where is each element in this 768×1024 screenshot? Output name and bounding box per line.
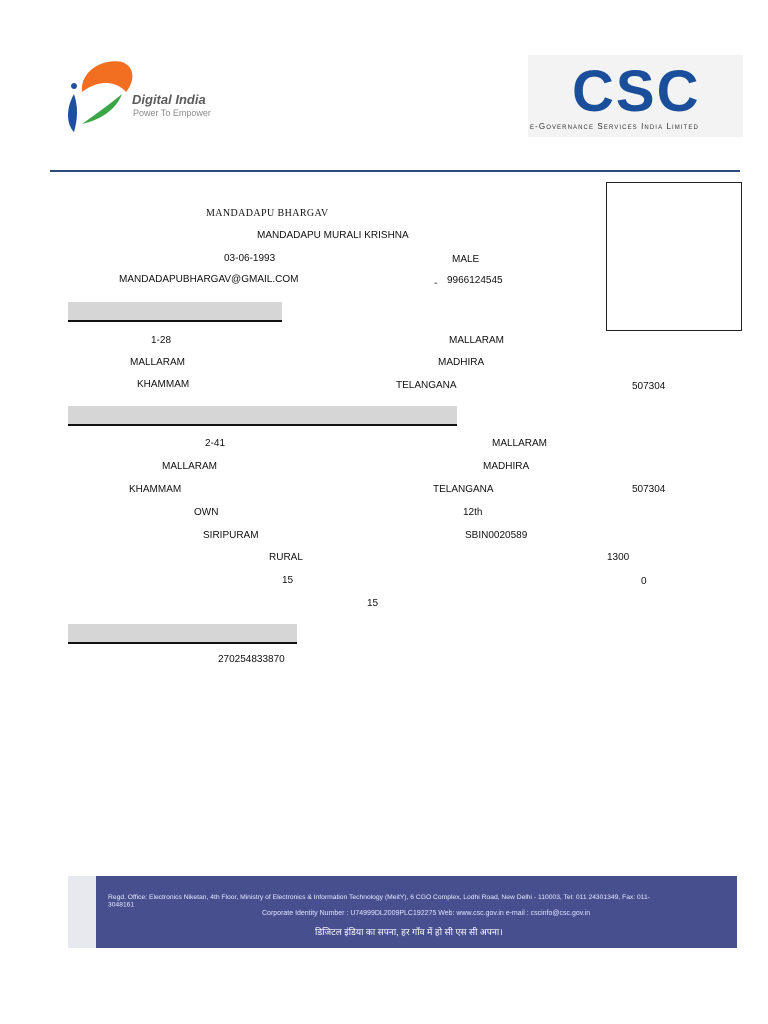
father-name: MANDADAPU MURALI KRISHNA bbox=[257, 230, 409, 241]
footer-hindi-slogan: डिजिटल इंडिया का सपना, हर गाँव में हो सी एस सी अपना। bbox=[315, 927, 503, 937]
photo-box bbox=[606, 182, 742, 331]
address1-locality: MALLARAM bbox=[130, 357, 186, 368]
digital-india-tagline: Power To Empower bbox=[133, 108, 211, 118]
digital-india-title: Digital India bbox=[132, 92, 206, 107]
header-divider bbox=[50, 170, 740, 172]
address2-pin: 507304 bbox=[632, 484, 666, 495]
address1-pin: 507304 bbox=[632, 381, 666, 392]
bank-branch: SIRIPURAM bbox=[203, 530, 259, 541]
address2-village: MALLARAM bbox=[492, 438, 548, 449]
footer-registered-office: Regd. Office: Electronics Niketan, 4th Floor, Ministry of Electronics & Information Technology (MeitY), 6 CGO Complex, Lodhi Road, New Delhi - 110003, Tel: 011 24301349, Fax: 011-3048161 bbox=[108, 893, 650, 909]
address2-state: TELANGANA bbox=[433, 484, 494, 495]
applicant-name: MANDADAPU BHARGAV bbox=[206, 208, 329, 219]
address1-house-no: 1-28 bbox=[151, 335, 172, 346]
section-bar-address-1 bbox=[68, 302, 282, 322]
value-a: 15 bbox=[282, 575, 294, 586]
value-b: 0 bbox=[641, 576, 647, 587]
csc-tagline: e-Governance Services India Limited bbox=[530, 122, 699, 131]
qualification: 12th bbox=[463, 507, 483, 518]
ifsc-code: SBIN0020589 bbox=[465, 530, 528, 541]
population: 1300 bbox=[607, 552, 630, 563]
address1-mandal: MADHIRA bbox=[438, 357, 485, 368]
address2-house-no: 2-41 bbox=[205, 438, 226, 449]
premises-ownership: OWN bbox=[194, 507, 219, 518]
address2-district: KHAMMAM bbox=[129, 484, 182, 495]
footer-edge bbox=[68, 876, 96, 948]
address2-mandal: MADHIRA bbox=[483, 461, 530, 472]
date-of-birth: 03-06-1993 bbox=[224, 253, 276, 264]
mobile-number: 9966124545 bbox=[447, 275, 503, 286]
section-bar-address-2 bbox=[68, 406, 457, 426]
value-c: 15 bbox=[367, 598, 379, 609]
address2-locality: MALLARAM bbox=[162, 461, 218, 472]
section-bar-aadhaar bbox=[68, 624, 297, 644]
aadhaar-number: 270254833870 bbox=[218, 654, 285, 665]
mobile-dash: - bbox=[434, 278, 438, 289]
address1-village: MALLARAM bbox=[449, 335, 505, 346]
footer-cin-web: Corporate Identity Number : U74999DL2009PLC192275 Web: www.csc.gov.in e-mail : cscinfo@csc.gov.in bbox=[262, 910, 591, 917]
address1-district: KHAMMAM bbox=[137, 379, 190, 390]
address1-state: TELANGANA bbox=[396, 380, 457, 391]
gender: MALE bbox=[452, 254, 480, 265]
area-type: RURAL bbox=[269, 552, 303, 563]
csc-logo: CSC bbox=[572, 59, 701, 124]
email: MANDADAPUBHARGAV@GMAIL.COM bbox=[119, 274, 299, 285]
